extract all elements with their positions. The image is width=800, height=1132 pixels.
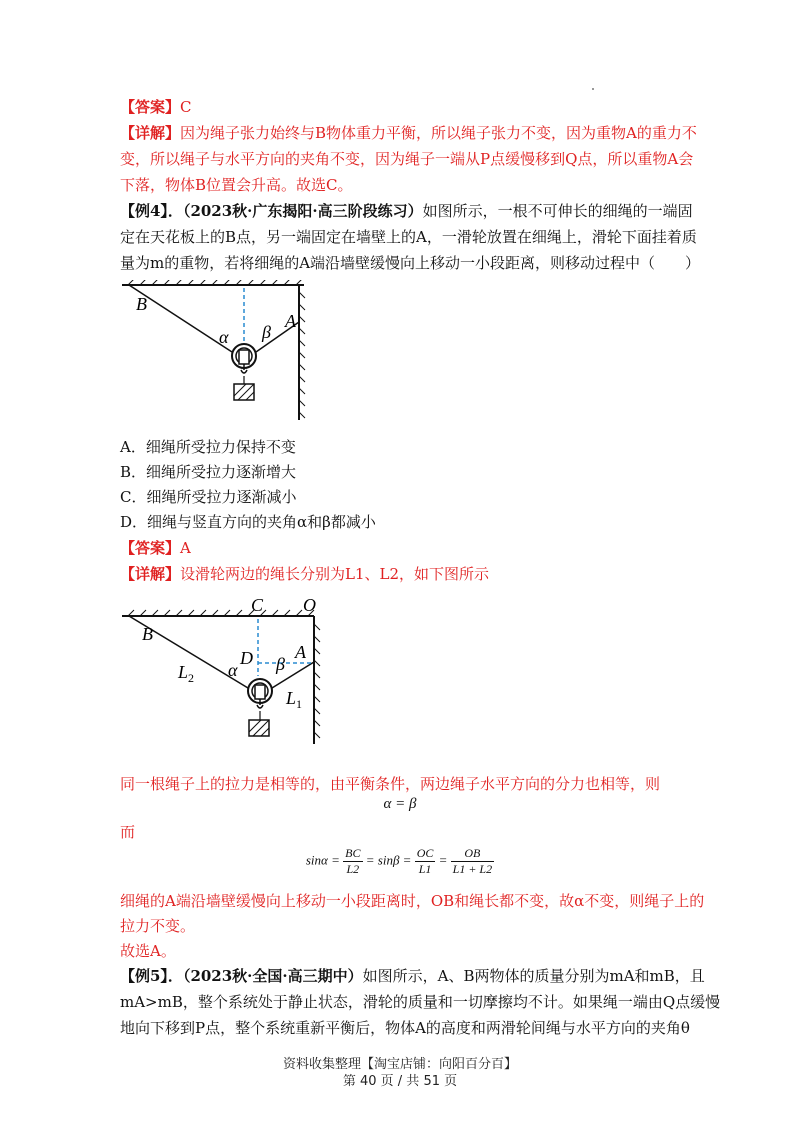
label-beta: β (276, 654, 285, 674)
example-tag: 【例5】． (120, 967, 183, 985)
ex5-question-line-2: mA>mB，整个系统处于静止状态，滑轮的质量和一切摩擦均不计。如果绳一端由Q点缓慢 (120, 993, 721, 1011)
label-O: O (303, 595, 316, 615)
solution-line-3: 细绳的A端沿墙壁缓慢向上移动一小段距离时，OB和绳长都不变，故α不变，则绳子上的 (120, 892, 705, 910)
ex5-question-line-1 (120, 966, 705, 986)
label-alpha: α (228, 660, 238, 680)
detail-text: 设滑轮两边的绳长分别为L1、L2，如下图所示 (180, 565, 490, 583)
pulley-figure-2 (118, 592, 333, 747)
scan-dot (592, 88, 594, 90)
solution-line-4: 拉力不变。 (120, 917, 196, 935)
footer-source: 资料收集整理【淘宝店铺：向阳百分百】 (282, 1057, 517, 1072)
solution-and: 而 (120, 823, 136, 841)
question-text: 如图所示，一根不可伸长的细绳的一端固 (422, 202, 693, 220)
answer-tag: 【答案】 (120, 539, 181, 557)
page-number: 第 40 页 / 共 51 页 (342, 1074, 458, 1089)
example-source: （2023秋·全国·高三期中） (182, 967, 363, 985)
ex4-detail-line-1 (120, 564, 685, 584)
label-A: A (295, 642, 306, 662)
option-c: C．细绳所受拉力逐渐减小 (120, 488, 297, 506)
label-L1: $L_1$ (286, 688, 303, 711)
option-a: A．细绳所受拉力保持不变 (120, 438, 296, 456)
label-B: B (136, 294, 147, 314)
label-D: D (240, 648, 253, 668)
solution-conclusion: 故选A。 (120, 942, 176, 960)
ex4-question-line-3: 量为m的重物，若将细绳的A端沿墙壁缓慢向上移动一小段距离，则移动过程中（ ） (120, 254, 701, 272)
ex3-answer-line (120, 97, 685, 117)
label-alpha: α (219, 327, 229, 347)
label-beta: β (262, 322, 271, 342)
detail-text: 因为绳子张力始终与B物体重力平衡，所以绳子张力不变，因为重物A的重力不 (180, 124, 697, 142)
example-tag: 【例4】． (120, 202, 183, 220)
ex4-question-line-1 (120, 201, 693, 221)
label-L2: $L_2$ (178, 662, 195, 685)
ex4-answer-line (120, 538, 685, 558)
solution-line-1: 同一根绳子上的拉力是相等的，由平衡条件，两边绳子水平方向的分力也相等，则 (120, 775, 661, 793)
answer-value: C (180, 98, 192, 116)
equation-alpha-beta: α = β (383, 796, 417, 812)
option-d: D．细绳与竖直方向的夹角α和β都减小 (120, 513, 376, 531)
example-source: （2023秋·广东揭阳·高三阶段练习） (182, 202, 423, 220)
label-B: B (142, 624, 153, 644)
equation-sin: sinα = $\frac{BC}{L2}$ = sinβ = $\frac{OC}{L1}$ = $\frac{OB}{L1 + L2}$ (305, 846, 493, 876)
ex5-question-line-3: 地向下移到P点，整个系统重新平衡后，物体A的高度和两滑轮间绳与水平方向的夹角θ (120, 1019, 690, 1037)
option-b: B．细绳所受拉力逐渐增大 (120, 463, 297, 481)
pulley-figure-1 (118, 280, 318, 425)
ex3-detail-line-1 (120, 123, 697, 143)
answer-tag: 【答案】 (120, 98, 181, 116)
detail-tag: 【详解】 (120, 565, 181, 583)
detail-tag: 【详解】 (120, 124, 181, 142)
label-C: C (251, 595, 264, 615)
ex4-question-line-2: 定在天花板上的B点，另一端固定在墙壁上的A，一滑轮放置在细绳上，滑轮下面挂着质 (120, 228, 697, 246)
ex3-detail-line-2: 变，所以绳子与水平方向的夹角不变，因为绳子一端从P点缓慢移到Q点，所以重物A会 (120, 150, 694, 168)
label-A: A (285, 311, 296, 331)
answer-value: A (180, 539, 191, 557)
ex3-detail-line-3: 下落，物体B位置会升高。故选C。 (120, 176, 353, 194)
question-text: 如图所示，A、B两物体的质量分别为mA和mB，且 (362, 967, 705, 985)
